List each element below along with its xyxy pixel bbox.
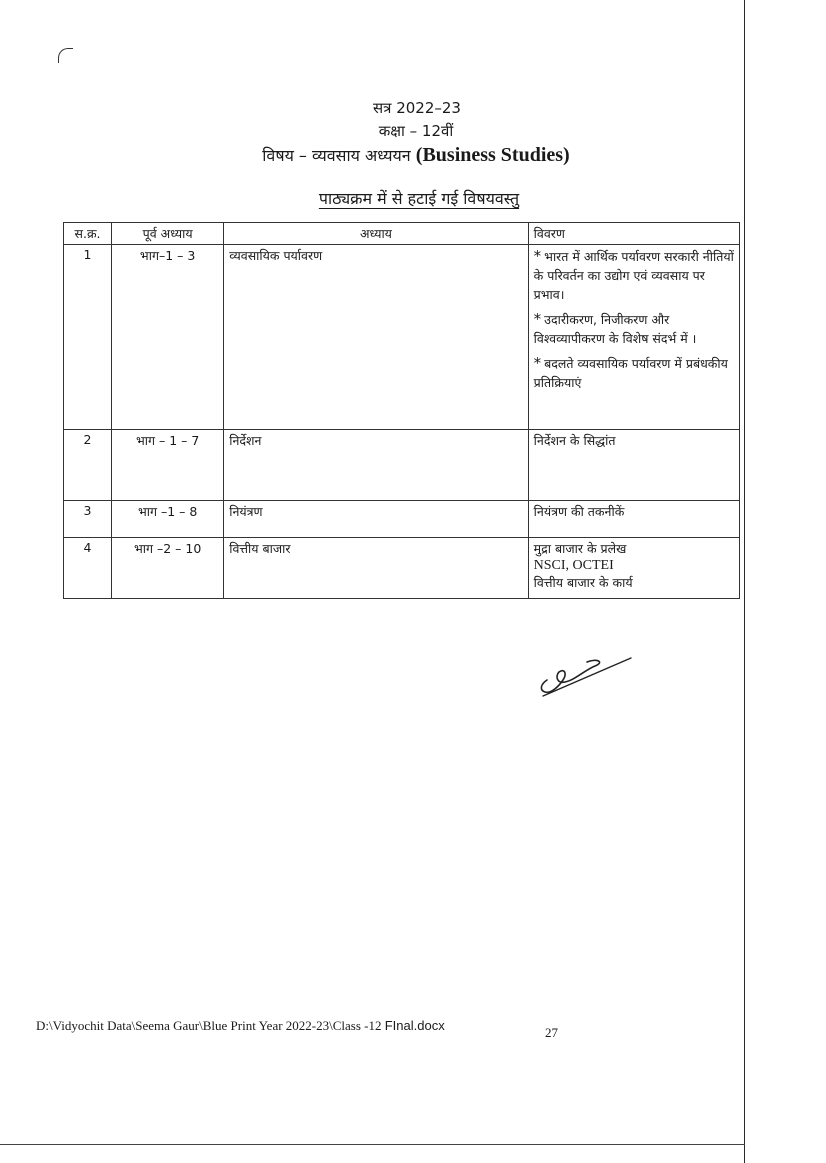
- removed-content-table: [63, 222, 740, 599]
- cell-prev-chapter: भाग–1 – 3: [112, 245, 224, 430]
- cell-chapter: व्यवसायिक पर्यावरण: [224, 245, 528, 430]
- detail-text: बदलते व्यवसायिक पर्यावरण में प्रबंधकीय प्रतिक्रियाएं: [533, 356, 728, 390]
- detail-text: भारत में आर्थिक पर्यावरण सरकारी नीतियों के परिवर्तन का उद्योग एवं व्यवसाय पर प्रभाव।: [533, 249, 734, 302]
- cell-details: [528, 538, 739, 599]
- detail-bullet: [534, 354, 734, 392]
- header-prev-chapter: पूर्व अध्याय: [112, 223, 224, 245]
- cell-chapter: नियंत्रण: [224, 501, 528, 538]
- cell-prev-chapter: भाग –1 – 8: [112, 501, 224, 538]
- detail-text: वित्तीय बाजार के कार्य: [533, 575, 633, 590]
- detail-bullet: [534, 310, 734, 348]
- subject-hindi: विषय – व्यवसाय अध्ययन: [262, 146, 411, 165]
- asterisk-icon: *: [533, 247, 542, 265]
- detail-text: नियंत्रण की तकनीकें: [533, 504, 625, 519]
- detail-bullet: [534, 247, 734, 304]
- detail-text: निर्देशन के सिद्धांत: [533, 433, 616, 448]
- file-name: FInal.docx: [384, 1018, 445, 1033]
- page-number: 27: [545, 1025, 558, 1040]
- page-edge-right: [744, 0, 745, 1163]
- header-sno: स.क्र.: [64, 223, 112, 245]
- cell-sno: 1: [64, 245, 112, 430]
- table-row: [64, 538, 740, 599]
- cell-prev-chapter: भाग – 1 – 7: [112, 430, 224, 501]
- table-row: [64, 245, 740, 430]
- cell-prev-chapter: भाग –2 – 10: [112, 538, 224, 599]
- header-details: विवरण: [528, 223, 739, 245]
- header-chapter: अध्याय: [224, 223, 528, 245]
- detail-text: उदारीकरण, निजीकरण और विश्वव्यापीकरण के विशेष संदर्भ में ।: [533, 312, 697, 346]
- detail-text: मुद्रा बाजार के प्रलेख: [533, 541, 627, 556]
- subject-english: (Business Studies): [415, 144, 570, 166]
- page-edge-bottom: [0, 1144, 745, 1145]
- table-row: [64, 501, 740, 538]
- cell-details: [528, 501, 739, 538]
- cell-details: [528, 430, 739, 501]
- section-title: [0, 187, 826, 209]
- punch-hole-mark: [58, 48, 73, 63]
- session-line: सत्र 2022–23: [373, 99, 461, 117]
- cell-sno: 2: [64, 430, 112, 501]
- cell-chapter: निर्देशन: [224, 430, 528, 501]
- cell-sno: 3: [64, 501, 112, 538]
- detail-text: NSCI, OCTEI: [533, 558, 614, 573]
- table-row: [64, 430, 740, 501]
- cell-sno: 4: [64, 538, 112, 599]
- file-path: [36, 1018, 445, 1034]
- section-title-text: पाठ्यक्रम में से हटाई गई विषयवस्तु: [318, 189, 520, 208]
- subject-line: [0, 144, 826, 167]
- signature-icon: [535, 650, 635, 700]
- cell-chapter: वित्तीय बाजार: [224, 538, 528, 599]
- cell-details: [528, 245, 739, 430]
- file-path-text: D:\Vidyochit Data\Seema Gaur\Blue Print Year 2022-23\Class -12: [36, 1018, 385, 1033]
- class-line: कक्षा – 12वीं: [378, 122, 454, 140]
- asterisk-icon: *: [533, 310, 542, 328]
- table-header-row: [64, 223, 740, 245]
- asterisk-icon: *: [533, 354, 542, 372]
